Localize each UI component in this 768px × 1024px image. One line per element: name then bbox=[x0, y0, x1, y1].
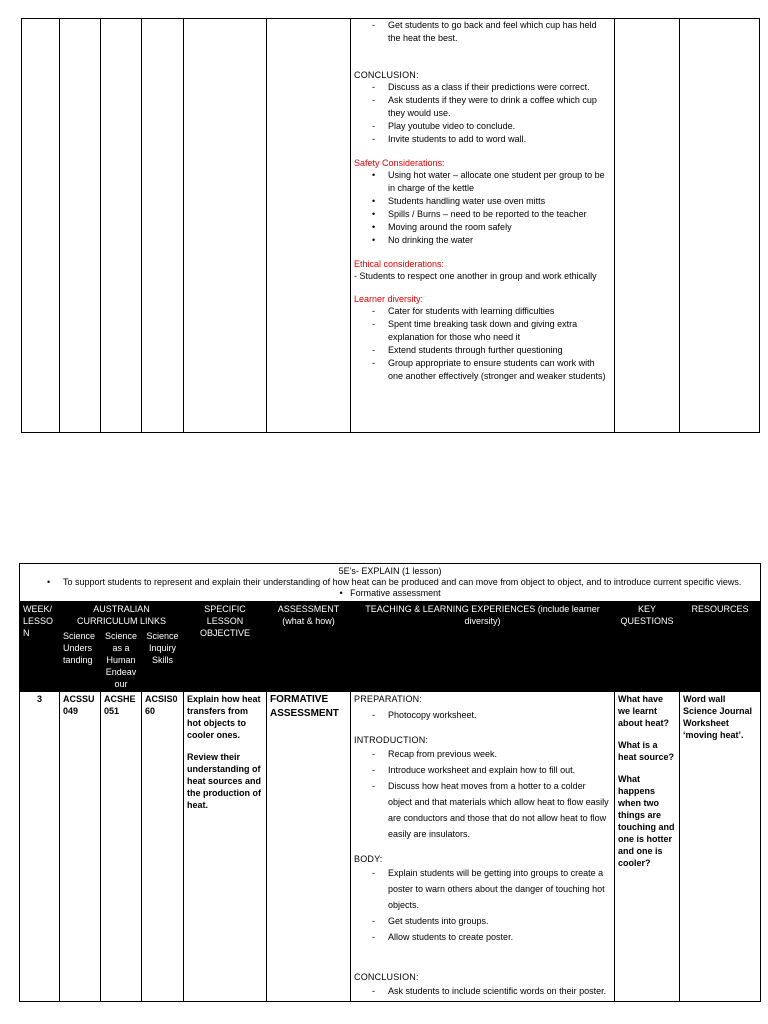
question-1: What have we learnt about heat? bbox=[618, 694, 669, 728]
resources-cell bbox=[680, 19, 760, 433]
resources-value: Word wall Science Journal Worksheet ‘moving heat’. bbox=[680, 692, 761, 1002]
questions-value bbox=[615, 692, 680, 1002]
introduction-list bbox=[354, 746, 611, 842]
preparation-heading: PREPARATION: bbox=[354, 694, 423, 704]
list-item: • Students handling water use oven mitts bbox=[388, 195, 611, 208]
list-item: - Extend students through further questioning bbox=[388, 344, 611, 357]
goal-item: • To support students to represent and explain their understanding of how heat can be produced and can move from object to object, and to introduce current specific views. bbox=[63, 577, 757, 588]
questions-header: KEY QUESTIONS bbox=[615, 602, 680, 692]
safety-heading: Safety Considerations: bbox=[354, 158, 445, 168]
diversity-list bbox=[354, 305, 611, 383]
key-questions-cell bbox=[615, 19, 680, 433]
sub-header-endeavour: Science as a Human Endeav our bbox=[101, 629, 142, 692]
question-2: What is a heat source? bbox=[618, 740, 675, 762]
sub-header-inquiry: Science Inquiry Skills bbox=[142, 629, 184, 692]
list-item: - Group appropriate to ensure students can work with one another effectively (stronger and weaker students) bbox=[388, 357, 611, 383]
goal-2: • Formative assessment bbox=[339, 588, 441, 598]
goal-2-text: Formative assessment bbox=[350, 588, 441, 598]
body-tail-list bbox=[354, 19, 611, 45]
resources-header: RESOURCES bbox=[680, 602, 761, 692]
curriculum-cell-3 bbox=[142, 19, 184, 433]
curriculum-cell-2 bbox=[101, 19, 142, 433]
assessment-header: ASSESSMENT (what & how) bbox=[267, 602, 351, 692]
lesson-table-continued bbox=[21, 18, 760, 433]
goal-list bbox=[23, 577, 757, 588]
conclusion-heading: CONCLUSION: bbox=[354, 70, 419, 80]
teaching-value bbox=[351, 692, 615, 1002]
sub-header-understanding: Science Unders tanding bbox=[60, 629, 101, 692]
teaching-cell bbox=[351, 19, 615, 433]
question-3: What happens when two things are touching and one is hotter and one is cooler? bbox=[618, 774, 675, 868]
body-tail-item: - Get students to go back and feel which cup has held the heat the best. bbox=[388, 19, 611, 45]
list-item: • Spills / Burns – need to be reported to the teacher bbox=[388, 208, 611, 221]
code-inquiry: ACSIS0 60 bbox=[142, 692, 184, 1002]
curriculum-header: AUSTRALIAN CURRICULUM LINKS bbox=[60, 602, 184, 629]
week-cell bbox=[22, 19, 60, 433]
list-item: - Invite students to add to word wall. bbox=[388, 133, 611, 146]
preparation-list bbox=[354, 707, 611, 723]
list-item: - Discuss how heat moves from a hotter to a colder object and that materials which allow heat to flow easily are conductors and those that do not allow heat to flow easily are insulators. bbox=[388, 778, 611, 842]
conclusion-list bbox=[354, 81, 611, 146]
list-item: - Cater for students with learning difficulties bbox=[388, 305, 611, 318]
code-endeavour: ACSHE 051 bbox=[101, 692, 142, 1002]
list-item: - Allow students to create poster. bbox=[388, 929, 611, 945]
assessment-cell bbox=[267, 19, 351, 433]
lesson-title: 5E’s- EXPLAIN (1 lesson) bbox=[338, 566, 442, 576]
list-item: - Get students into groups. bbox=[388, 913, 611, 929]
ethical-text: - Students to respect one another in group and work ethically bbox=[354, 271, 597, 281]
list-item: - Spent time breaking task down and giving extra explanation for those who need it bbox=[388, 318, 611, 344]
conclusion-list bbox=[354, 983, 611, 999]
objective-value bbox=[184, 692, 267, 1002]
list-item: • Using hot water – allocate one student per group to be in charge of the kettle bbox=[388, 169, 611, 195]
assessment-value: FORMATIVE ASSESSMENT bbox=[267, 692, 351, 1002]
week-value: 3 bbox=[20, 692, 60, 1002]
lesson-title-cell bbox=[20, 564, 761, 602]
code-understanding: ACSSU 049 bbox=[60, 692, 101, 1002]
list-item: - Introduce worksheet and explain how to fill out. bbox=[388, 762, 611, 778]
objective-header: SPECIFIC LESSON OBJECTIVE bbox=[184, 602, 267, 692]
list-item: - Ask students to include scientific words on their poster. bbox=[388, 983, 611, 999]
list-item: - Ask students if they were to drink a coffee which cup they would use. bbox=[388, 94, 611, 120]
list-item: - Photocopy worksheet. bbox=[388, 707, 611, 723]
teaching-header: TEACHING & LEARNING EXPERIENCES (include learner diversity) bbox=[351, 602, 615, 692]
curriculum-cell-1 bbox=[60, 19, 101, 433]
body-heading: BODY: bbox=[354, 854, 383, 864]
ethical-heading: Ethical considerations: bbox=[354, 259, 445, 269]
list-item: - Recap from previous week. bbox=[388, 746, 611, 762]
list-item: - Discuss as a class if their predictions were correct. bbox=[388, 81, 611, 94]
list-item: - Play youtube video to conclude. bbox=[388, 120, 611, 133]
body-list bbox=[354, 865, 611, 945]
diversity-heading: Learner diversity: bbox=[354, 294, 424, 304]
safety-list bbox=[354, 169, 611, 247]
lesson-table-explain bbox=[19, 563, 761, 1002]
list-item: • Moving around the room safely bbox=[388, 221, 611, 234]
list-item: • No drinking the water bbox=[388, 234, 611, 247]
objective-cell bbox=[184, 19, 267, 433]
conclusion-heading: CONCLUSION: bbox=[354, 972, 419, 982]
list-item: - Explain students will be getting into groups to create a poster to warn others about the danger of touching hot objects. bbox=[388, 865, 611, 913]
objective-1: Explain how heat transfers from hot objects to cooler ones. bbox=[187, 694, 261, 740]
objective-2: Review their understanding of heat sources and the production of heat. bbox=[187, 752, 262, 810]
introduction-heading: INTRODUCTION: bbox=[354, 735, 429, 745]
week-header: WEEK/ LESSO N bbox=[20, 602, 60, 692]
